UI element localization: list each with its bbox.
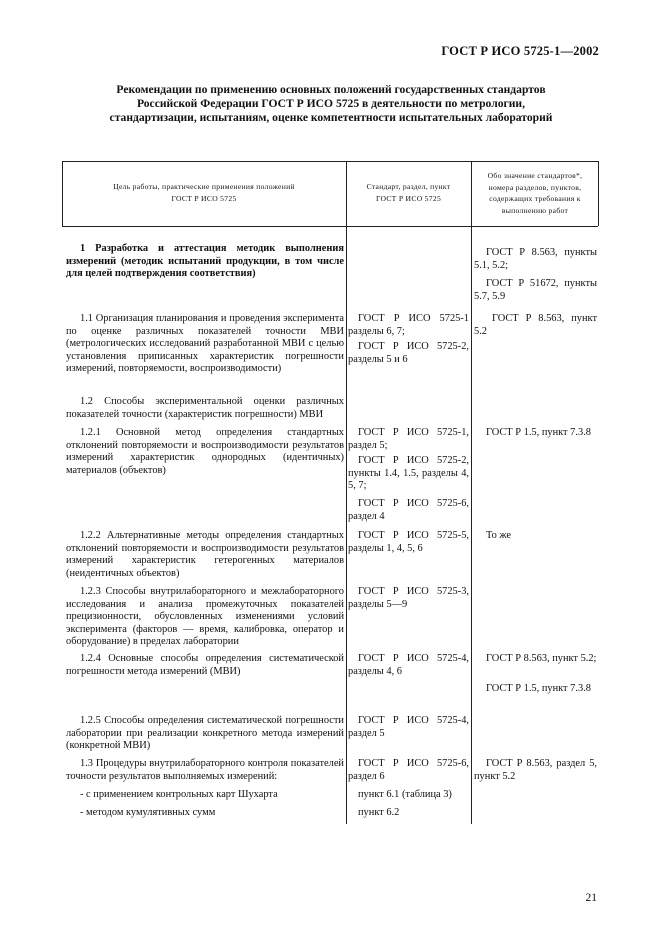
row-goal: 1.2 Способы экспериментальной оценки различных показателей точности (характеристик погрешности) МВИ bbox=[66, 396, 344, 420]
row-requirement: ГОСТ Р 1.5, пункт 7.3.8 bbox=[486, 683, 591, 694]
row-requirement: ГОСТ Р 8.563, пункт 5.2 bbox=[474, 313, 597, 337]
row-standard: ГОСТ Р ИСО 5725-3, разделы 5—9 bbox=[348, 586, 469, 610]
row-standard: ГОСТ Р ИСО 5725-6, раздел 6 bbox=[348, 758, 469, 782]
row-goal: - методом кумулятивных сумм bbox=[80, 807, 216, 818]
row-standard: пункт 6.1 (таблица 3) bbox=[358, 789, 452, 800]
row-standard: ГОСТ Р ИСО 5725-4, разделы 4, 6 bbox=[348, 653, 469, 677]
document-title bbox=[60, 83, 602, 125]
row-goal: 1.2.1 Основной метод определения стандартных отклонений повторяемости и воспроизводимости результатов измерений характеристик однородных (идентичных) материалов (объектов) bbox=[66, 427, 344, 476]
row-goal: 1.2.5 Способы определения систематической погрешности лаборатории при реализации конкретного метода измерений (конкретной МВИ) bbox=[66, 715, 344, 752]
row-standard: ГОСТ Р ИСО 5725-1, раздел 5; bbox=[348, 427, 469, 451]
row-requirement: То же bbox=[486, 530, 512, 541]
title-line: стандартизации, испытаниям, оценке компетентности испытательных лабораторий bbox=[109, 111, 553, 124]
column-header-requirements: Обо значение стандартов*, номера разделов, пунктов, содержащих требования к выполнению работ bbox=[487, 171, 583, 215]
title-line: Российской Федерации ГОСТ Р ИСО 5725 в деятельности по метрологии, bbox=[136, 97, 526, 110]
row-goal: 1.2.2 Альтернативные методы определения стандартных отклонений повторяемости и воспроизводимости результатов измерений характеристик гетерогенных материалов (неидентичных объектов) bbox=[66, 530, 344, 579]
row-goal: - с применением контрольных карт Шухарта bbox=[80, 789, 278, 800]
standard-id: ГОСТ Р ИСО 5725-1—2002 bbox=[441, 44, 599, 58]
row-standard: пункт 6.2 bbox=[358, 807, 400, 818]
column-header-goal: Цель работы, практические применения положений ГОСТ Р ИСО 5725 bbox=[113, 182, 295, 203]
title-line: Рекомендации по применению основных положений государственных стандартов bbox=[116, 83, 546, 96]
row-standard: ГОСТ Р ИСО 5725-1 разделы 6, 7; bbox=[348, 313, 469, 337]
row-standard: ГОСТ Р ИСО 5725-6, раздел 4 bbox=[348, 498, 469, 522]
row-goal: 1.3 Процедуры внутрилабораторного контроля показателей точности результатов выполняемых измерений: bbox=[66, 758, 344, 782]
row-goal: 1.1 Организация планирования и проведения эксперимента по оценке различных показателей точности МВИ (метрологических исследований разработанной МВИ с целью установления приписанных характеристик погрешности измерений, повторяемости, воспроизводимости) bbox=[66, 313, 344, 375]
row-standard: ГОСТ Р ИСО 5725-4, раздел 5 bbox=[348, 715, 469, 739]
row-requirement: ГОСТ Р 51672, пункты 5.7, 5.9 bbox=[474, 278, 597, 302]
row-standard: ГОСТ Р ИСО 5725-5, разделы 1, 4, 5, 6 bbox=[348, 530, 469, 554]
row-requirement: ГОСТ Р 8.563, пункт 5.2; bbox=[486, 653, 597, 664]
row-goal: 1.2.3 Способы внутрилабораторного и межлабораторного исследования и анализа промежуточных показателей прецизионности, обусловленных изменениями условий эксперимента (факторов — время, калибровка, оператор и оборудование) в пределах лаборатории bbox=[66, 586, 344, 648]
row-requirement: ГОСТ Р 8.563, пункты 5.1, 5.2; bbox=[474, 247, 597, 271]
row-goal: 1.2.4 Основные способы определения систематической погрешности метода измерений (МВИ) bbox=[66, 653, 344, 677]
column-header-standard: Стандарт, раздел, пункт ГОСТ Р ИСО 5725 bbox=[366, 182, 451, 203]
page-number: 21 bbox=[585, 892, 597, 904]
row-standard: ГОСТ Р ИСО 5725-2, пункты 1.4, 1.5, разделы 4, 5, 7; bbox=[348, 455, 469, 492]
row-standard: ГОСТ Р ИСО 5725-2, разделы 5 и 6 bbox=[348, 341, 469, 365]
row-goal: 1 Разработка и аттестация методик выполнения измерений (методик испытаний продукции, в том числе для целей подтверждения соответствия) bbox=[66, 243, 344, 280]
row-requirement: ГОСТ Р 8.563, раздел 5, пункт 5.2 bbox=[474, 758, 597, 782]
row-requirement: ГОСТ Р 1.5, пункт 7.3.8 bbox=[486, 427, 591, 438]
